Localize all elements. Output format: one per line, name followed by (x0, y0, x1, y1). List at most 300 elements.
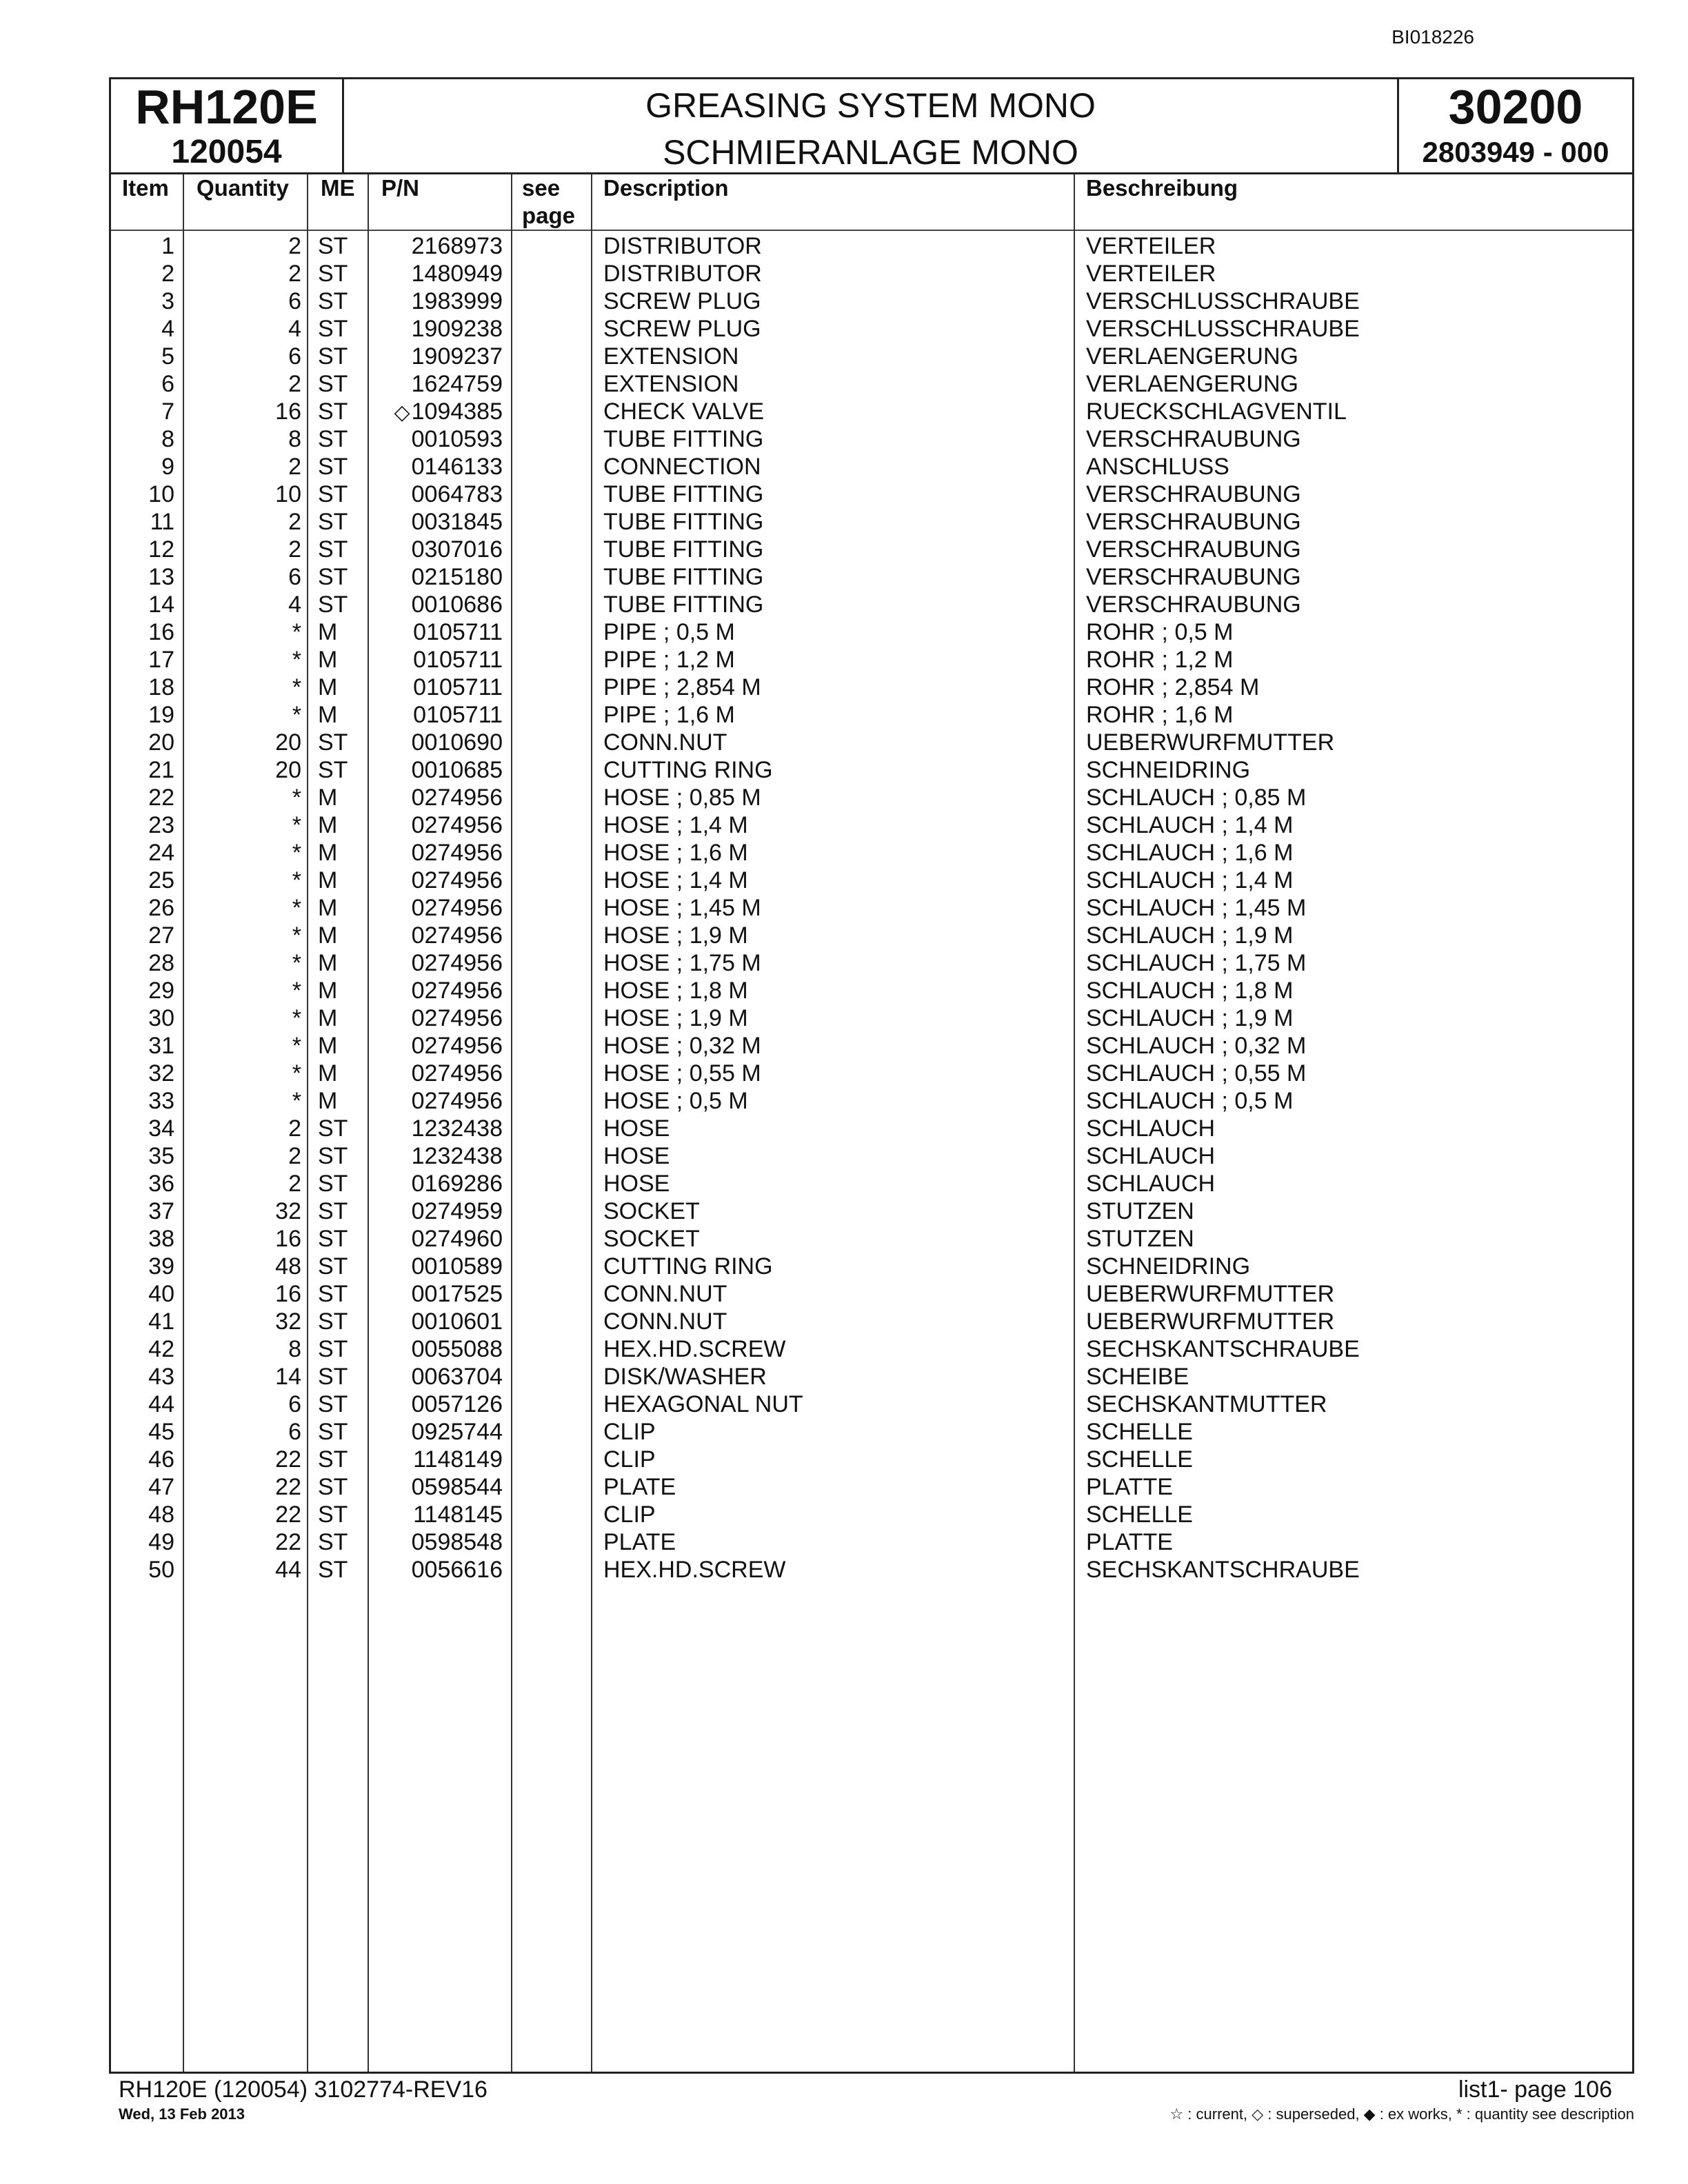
quantity-cell: 2 (288, 454, 301, 480)
part-number-cell: 0274956 (411, 978, 503, 1004)
item-cell: 18 (148, 674, 174, 700)
item-cell: 38 (148, 1226, 174, 1252)
parts-list-frame (109, 77, 1634, 2074)
table-row (111, 784, 1632, 811)
table-row (111, 1032, 1632, 1060)
unit-cell: M (318, 785, 338, 811)
item-cell: 27 (148, 922, 174, 949)
item-cell: 10 (148, 481, 174, 507)
item-cell: 33 (148, 1088, 174, 1114)
quantity-cell: 32 (275, 1198, 301, 1224)
item-cell: 31 (148, 1033, 174, 1059)
table-row (111, 370, 1632, 398)
beschreibung-cell: SCHLAUCH ; 0,5 M (1086, 1088, 1294, 1114)
beschreibung-cell: SCHEIBE (1086, 1364, 1189, 1390)
unit-cell: ST (318, 343, 348, 370)
item-cell: 36 (148, 1171, 174, 1197)
unit-cell: M (318, 840, 338, 866)
unit-cell: ST (318, 1502, 348, 1528)
col-see-page-line2: page (522, 203, 576, 228)
item-cell: 35 (148, 1143, 174, 1169)
col-me: ME (321, 175, 355, 201)
part-number-cell: 1909237 (411, 343, 503, 370)
unit-cell: ST (318, 509, 348, 535)
beschreibung-cell: ROHR ; 0,5 M (1086, 619, 1234, 645)
item-cell: 22 (148, 785, 174, 811)
unit-cell: ST (318, 1446, 348, 1473)
quantity-cell: * (292, 1033, 301, 1059)
quantity-cell: * (292, 840, 301, 866)
table-row (111, 674, 1632, 701)
description-cell: HOSE ; 0,32 M (603, 1033, 761, 1059)
unit-cell: ST (318, 233, 348, 259)
unit-cell: ST (318, 757, 348, 783)
table-row (111, 949, 1632, 977)
beschreibung-cell: SECHSKANTSCHRAUBE (1086, 1557, 1360, 1583)
description-cell: CONN.NUT (603, 729, 727, 756)
part-number-cell: 0274956 (411, 785, 503, 811)
quantity-cell: 2 (288, 509, 301, 535)
unit-cell: ST (318, 1557, 348, 1583)
beschreibung-cell: VERSCHRAUBUNG (1086, 481, 1301, 507)
table-row (111, 1308, 1632, 1335)
description-cell: CUTTING RING (603, 1253, 773, 1280)
beschreibung-cell: ROHR ; 2,854 M (1086, 674, 1260, 700)
unit-cell: M (318, 674, 338, 700)
table-row (111, 1197, 1632, 1225)
quantity-cell: 2 (288, 536, 301, 563)
footer-legend: ☆ : current, ◇ : superseded, ◆ : ex works, * : quantity see description (1169, 2105, 1634, 2123)
item-cell: 42 (148, 1336, 174, 1362)
model-box (111, 79, 344, 172)
item-cell: 9 (161, 454, 174, 480)
part-number-cell: 0064783 (411, 481, 503, 507)
unit-cell: ST (318, 1308, 348, 1335)
description-cell: DISTRIBUTOR (603, 261, 762, 287)
quantity-cell: 6 (288, 288, 301, 314)
table-row (111, 1060, 1632, 1087)
part-number-cell: 0307016 (411, 536, 503, 563)
unit-cell: ST (318, 1198, 348, 1224)
beschreibung-cell: SCHNEIDRING (1086, 1253, 1251, 1280)
table-row (111, 894, 1632, 922)
quantity-cell: 16 (275, 1281, 301, 1307)
unit-cell: ST (318, 371, 348, 397)
part-number-cell: 0274956 (411, 867, 503, 893)
unit-cell: ST (318, 454, 348, 480)
col-see-page (522, 174, 575, 230)
quantity-cell: 16 (275, 398, 301, 425)
footer-doc-ref: RH120E (120054) 3102774-REV16 (119, 2076, 488, 2103)
part-number-text: 1094385 (411, 398, 503, 425)
beschreibung-cell: SCHELLE (1086, 1419, 1193, 1445)
unit-cell: ST (318, 1226, 348, 1252)
col-description: Description (603, 175, 729, 201)
description-cell: PLATE (603, 1474, 676, 1500)
unit-cell: M (318, 950, 338, 976)
description-cell: PIPE ; 0,5 M (603, 619, 735, 645)
column-headers (111, 174, 1632, 231)
part-number-cell: 1232438 (411, 1143, 503, 1169)
table-row (111, 536, 1632, 563)
part-number-cell: 0274960 (411, 1226, 503, 1252)
col-see-page-line1: see (522, 175, 561, 201)
part-number-cell: 0274956 (411, 1088, 503, 1114)
unit-cell: ST (318, 398, 348, 425)
beschreibung-cell: SCHLAUCH ; 1,4 M (1086, 812, 1294, 838)
table-row (111, 453, 1632, 481)
item-cell: 21 (148, 757, 174, 783)
item-cell: 44 (148, 1391, 174, 1417)
quantity-cell: * (292, 978, 301, 1004)
beschreibung-cell: SCHLAUCH ; 1,9 M (1086, 922, 1294, 949)
item-cell: 16 (148, 619, 174, 645)
part-number-cell: 0274956 (411, 1033, 503, 1059)
quantity-cell: 2 (288, 233, 301, 259)
table-row (111, 646, 1632, 674)
table-row (111, 1446, 1632, 1473)
serial-number: 120054 (171, 134, 282, 170)
item-cell: 41 (148, 1308, 174, 1335)
item-cell: 46 (148, 1446, 174, 1473)
description-cell: EXTENSION (603, 343, 739, 370)
item-cell: 32 (148, 1060, 174, 1086)
unit-cell: ST (318, 564, 348, 590)
part-number-cell: 0274956 (411, 1060, 503, 1086)
item-cell: 20 (148, 729, 174, 756)
quantity-cell: 16 (275, 1226, 301, 1252)
part-number-cell: 0598548 (411, 1529, 503, 1555)
description-cell: DISTRIBUTOR (603, 233, 762, 259)
part-number-cell: 0274956 (411, 812, 503, 838)
item-cell: 37 (148, 1198, 174, 1224)
item-cell: 1 (161, 233, 174, 259)
beschreibung-cell: SCHELLE (1086, 1502, 1193, 1528)
quantity-cell: 44 (275, 1557, 301, 1583)
description-cell: HOSE ; 1,4 M (603, 812, 748, 838)
description-cell: SCREW PLUG (603, 316, 761, 342)
item-cell: 13 (148, 564, 174, 590)
description-cell: HOSE ; 1,9 M (603, 922, 748, 949)
item-cell: 34 (148, 1115, 174, 1142)
part-number-cell: 0010685 (411, 757, 503, 783)
beschreibung-cell: STUTZEN (1086, 1226, 1194, 1252)
section-box (1399, 79, 1632, 172)
item-cell: 50 (148, 1557, 174, 1583)
part-number-cell: 2168973 (411, 233, 503, 259)
title-english: GREASING SYSTEM MONO (645, 86, 1096, 125)
model-number: RH120E (135, 80, 318, 134)
quantity-cell: * (292, 895, 301, 921)
table-row (111, 1473, 1632, 1501)
table-row (111, 1253, 1632, 1280)
quantity-cell: 14 (275, 1364, 301, 1390)
beschreibung-cell: SCHNEIDRING (1086, 757, 1251, 783)
unit-cell: ST (318, 1253, 348, 1280)
table-row (111, 591, 1632, 618)
part-number-cell: 0146133 (411, 454, 503, 480)
quantity-cell: 22 (275, 1529, 301, 1555)
description-cell: TUBE FITTING (603, 426, 764, 452)
table-row (111, 1335, 1632, 1363)
part-number-cell: 0274956 (411, 922, 503, 949)
beschreibung-cell: VERSCHRAUBUNG (1086, 536, 1301, 563)
item-cell: 43 (148, 1364, 174, 1390)
col-pn: P/N (381, 175, 420, 201)
item-cell: 7 (161, 398, 174, 425)
beschreibung-cell: SCHLAUCH ; 1,6 M (1086, 840, 1294, 866)
table-row (111, 1363, 1632, 1391)
part-number-cell: 0598544 (411, 1474, 503, 1500)
description-cell: TUBE FITTING (603, 509, 764, 535)
part-number-cell: 0925744 (411, 1419, 503, 1445)
item-cell: 24 (148, 840, 174, 866)
part-number-cell: 0215180 (411, 564, 503, 590)
description-cell: HEX.HD.SCREW (603, 1336, 786, 1362)
description-cell: HOSE ; 1,9 M (603, 1005, 748, 1031)
quantity-cell: * (292, 619, 301, 645)
unit-cell: M (318, 619, 338, 645)
unit-cell: ST (318, 1281, 348, 1307)
item-cell: 6 (161, 371, 174, 397)
beschreibung-cell: SCHLAUCH (1086, 1143, 1216, 1169)
quantity-cell: 2 (288, 261, 301, 287)
part-number-cell: 1983999 (411, 288, 503, 314)
part-number-cell: 0010589 (411, 1253, 503, 1280)
quantity-cell: 6 (288, 343, 301, 370)
quantity-cell: * (292, 867, 301, 893)
unit-cell: M (318, 647, 338, 673)
table-row (111, 260, 1632, 287)
superseded-icon: ◇ (394, 401, 410, 424)
unit-cell: ST (318, 261, 348, 287)
col-beschreibung: Beschreibung (1086, 175, 1238, 201)
part-number-cell: 1232438 (411, 1115, 503, 1142)
part-number-cell: 0105711 (413, 619, 503, 645)
part-number-cell: 0010601 (411, 1308, 503, 1335)
unit-cell: ST (318, 729, 348, 756)
item-cell: 26 (148, 895, 174, 921)
unit-cell: ST (318, 592, 348, 618)
table-row (111, 867, 1632, 894)
description-cell: TUBE FITTING (603, 592, 764, 618)
description-cell: CUTTING RING (603, 757, 773, 783)
beschreibung-cell: SECHSKANTMUTTER (1086, 1391, 1327, 1417)
item-cell: 12 (148, 536, 174, 563)
beschreibung-cell: VERTEILER (1086, 261, 1216, 287)
quantity-cell: * (292, 674, 301, 700)
quantity-cell: * (292, 922, 301, 949)
unit-cell: ST (318, 316, 348, 342)
part-number-cell: 0057126 (411, 1391, 503, 1417)
beschreibung-cell: SCHLAUCH (1086, 1115, 1216, 1142)
description-cell: TUBE FITTING (603, 536, 764, 563)
unit-cell: M (318, 895, 338, 921)
table-row (111, 1280, 1632, 1308)
quantity-cell: * (292, 785, 301, 811)
unit-cell: M (318, 1005, 338, 1031)
beschreibung-cell: VERSCHRAUBUNG (1086, 592, 1301, 618)
beschreibung-cell: SECHSKANTSCHRAUBE (1086, 1336, 1360, 1362)
table-row (111, 1115, 1632, 1142)
beschreibung-cell: ANSCHLUSS (1086, 454, 1229, 480)
unit-cell: ST (318, 1143, 348, 1169)
table-row (111, 1501, 1632, 1528)
description-cell: HOSE ; 0,85 M (603, 785, 761, 811)
beschreibung-cell: VERSCHRAUBUNG (1086, 426, 1301, 452)
unit-cell: M (318, 1088, 338, 1114)
quantity-cell: * (292, 1005, 301, 1031)
beschreibung-cell: PLATTE (1086, 1529, 1173, 1555)
description-cell: HOSE ; 1,6 M (603, 840, 748, 866)
quantity-cell: 6 (288, 1391, 301, 1417)
description-cell: CONN.NUT (603, 1281, 727, 1307)
quantity-cell: 22 (275, 1502, 301, 1528)
part-number-cell: 0274959 (411, 1198, 503, 1224)
item-cell: 2 (161, 261, 174, 287)
part-number-cell: 0055088 (411, 1336, 503, 1362)
table-row (111, 287, 1632, 315)
item-cell: 14 (148, 592, 174, 618)
beschreibung-cell: RUECKSCHLAGVENTIL (1086, 398, 1347, 425)
description-cell: PIPE ; 1,6 M (603, 702, 735, 728)
unit-cell: ST (318, 1419, 348, 1445)
item-cell: 39 (148, 1253, 174, 1280)
description-cell: HOSE ; 0,5 M (603, 1088, 748, 1114)
part-number-cell: 0105711 (413, 674, 503, 700)
description-cell: SOCKET (603, 1198, 700, 1224)
col-item: Item (122, 175, 169, 201)
part-number-cell: 0031845 (411, 509, 503, 535)
description-cell: HOSE (603, 1171, 670, 1197)
beschreibung-cell: VERSCHLUSSCHRAUBE (1086, 288, 1360, 314)
unit-cell: ST (318, 1474, 348, 1500)
part-number-cell (379, 398, 503, 427)
unit-cell: M (318, 1060, 338, 1086)
description-cell: SOCKET (603, 1226, 700, 1252)
unit-cell: ST (318, 1529, 348, 1555)
beschreibung-cell: UEBERWURFMUTTER (1086, 1281, 1335, 1307)
part-number-cell: 0010690 (411, 729, 503, 756)
quantity-cell: * (292, 647, 301, 673)
beschreibung-cell: ROHR ; 1,2 M (1086, 647, 1234, 673)
description-cell: HOSE ; 1,45 M (603, 895, 761, 921)
item-cell: 23 (148, 812, 174, 838)
beschreibung-cell: VERSCHRAUBUNG (1086, 564, 1301, 590)
quantity-cell: 10 (275, 481, 301, 507)
unit-cell: ST (318, 1364, 348, 1390)
part-number-cell: 0017525 (411, 1281, 503, 1307)
description-cell: HOSE ; 0,55 M (603, 1060, 761, 1086)
quantity-cell: 6 (288, 564, 301, 590)
beschreibung-cell: VERLAENGERUNG (1086, 343, 1298, 370)
table-row (111, 1087, 1632, 1115)
table-row (111, 756, 1632, 784)
title-box (344, 79, 1399, 172)
unit-cell: M (318, 867, 338, 893)
description-cell: CONNECTION (603, 454, 761, 480)
part-number-cell: 0274956 (411, 840, 503, 866)
part-number-cell: 1909238 (411, 316, 503, 342)
description-cell: CHECK VALVE (603, 398, 765, 425)
table-row (111, 315, 1632, 343)
quantity-cell: 20 (275, 729, 301, 756)
beschreibung-cell: SCHELLE (1086, 1446, 1193, 1473)
part-number-cell: 0274956 (411, 895, 503, 921)
item-cell: 49 (148, 1529, 174, 1555)
col-quantity: Quantity (197, 175, 289, 201)
item-cell: 25 (148, 867, 174, 893)
title-german: SCHMIERANLAGE MONO (663, 133, 1078, 172)
table-row (111, 811, 1632, 839)
description-cell: HOSE ; 1,75 M (603, 950, 761, 976)
part-number-cell: 0063704 (411, 1364, 503, 1390)
table-row (111, 1391, 1632, 1418)
beschreibung-cell: VERSCHLUSSCHRAUBE (1086, 316, 1360, 342)
quantity-cell: 4 (288, 592, 301, 618)
document-id: BI018226 (1391, 26, 1474, 48)
quantity-cell: 8 (288, 426, 301, 452)
table-row (111, 977, 1632, 1004)
part-number-cell: 1480949 (411, 261, 503, 287)
description-cell: CLIP (603, 1502, 656, 1528)
drawing-number: 2803949 - 000 (1422, 136, 1609, 168)
unit-cell: M (318, 812, 338, 838)
item-cell: 4 (161, 316, 174, 342)
quantity-cell: 20 (275, 757, 301, 783)
item-cell: 47 (148, 1474, 174, 1500)
item-cell: 5 (161, 343, 174, 370)
description-cell: HOSE (603, 1115, 670, 1142)
item-cell: 29 (148, 978, 174, 1004)
quantity-cell: * (292, 1088, 301, 1114)
footer-date: Wed, 13 Feb 2013 (119, 2105, 245, 2123)
description-cell: HOSE ; 1,8 M (603, 978, 748, 1004)
description-cell: PIPE ; 1,2 M (603, 647, 735, 673)
quantity-cell: 6 (288, 1419, 301, 1445)
item-cell: 40 (148, 1281, 174, 1307)
beschreibung-cell: VERLAENGERUNG (1086, 371, 1298, 397)
item-cell: 28 (148, 950, 174, 976)
part-number-cell: 1148149 (413, 1446, 503, 1473)
footer-page-number: list1- page 106 (1458, 2076, 1612, 2103)
table-row (111, 1225, 1632, 1253)
beschreibung-cell: STUTZEN (1086, 1198, 1194, 1224)
description-cell: SCREW PLUG (603, 288, 761, 314)
description-cell: HOSE (603, 1143, 670, 1169)
table-row (111, 1170, 1632, 1197)
unit-cell: M (318, 1033, 338, 1059)
description-cell: HEX.HD.SCREW (603, 1557, 786, 1583)
table-row (111, 563, 1632, 591)
table-row (111, 1528, 1632, 1556)
description-cell: CONN.NUT (603, 1308, 727, 1335)
quantity-cell: 8 (288, 1336, 301, 1362)
description-cell: TUBE FITTING (603, 564, 764, 590)
quantity-cell: * (292, 812, 301, 838)
quantity-cell: 2 (288, 371, 301, 397)
beschreibung-cell: SCHLAUCH ; 1,75 M (1086, 950, 1307, 976)
beschreibung-cell: ROHR ; 1,6 M (1086, 702, 1234, 728)
description-cell: EXTENSION (603, 371, 739, 397)
unit-cell: M (318, 702, 338, 728)
part-number-cell: 0274956 (411, 950, 503, 976)
unit-cell: ST (318, 426, 348, 452)
item-cell: 30 (148, 1005, 174, 1031)
unit-cell: ST (318, 1115, 348, 1142)
table-row (111, 425, 1632, 453)
table-row (111, 618, 1632, 646)
